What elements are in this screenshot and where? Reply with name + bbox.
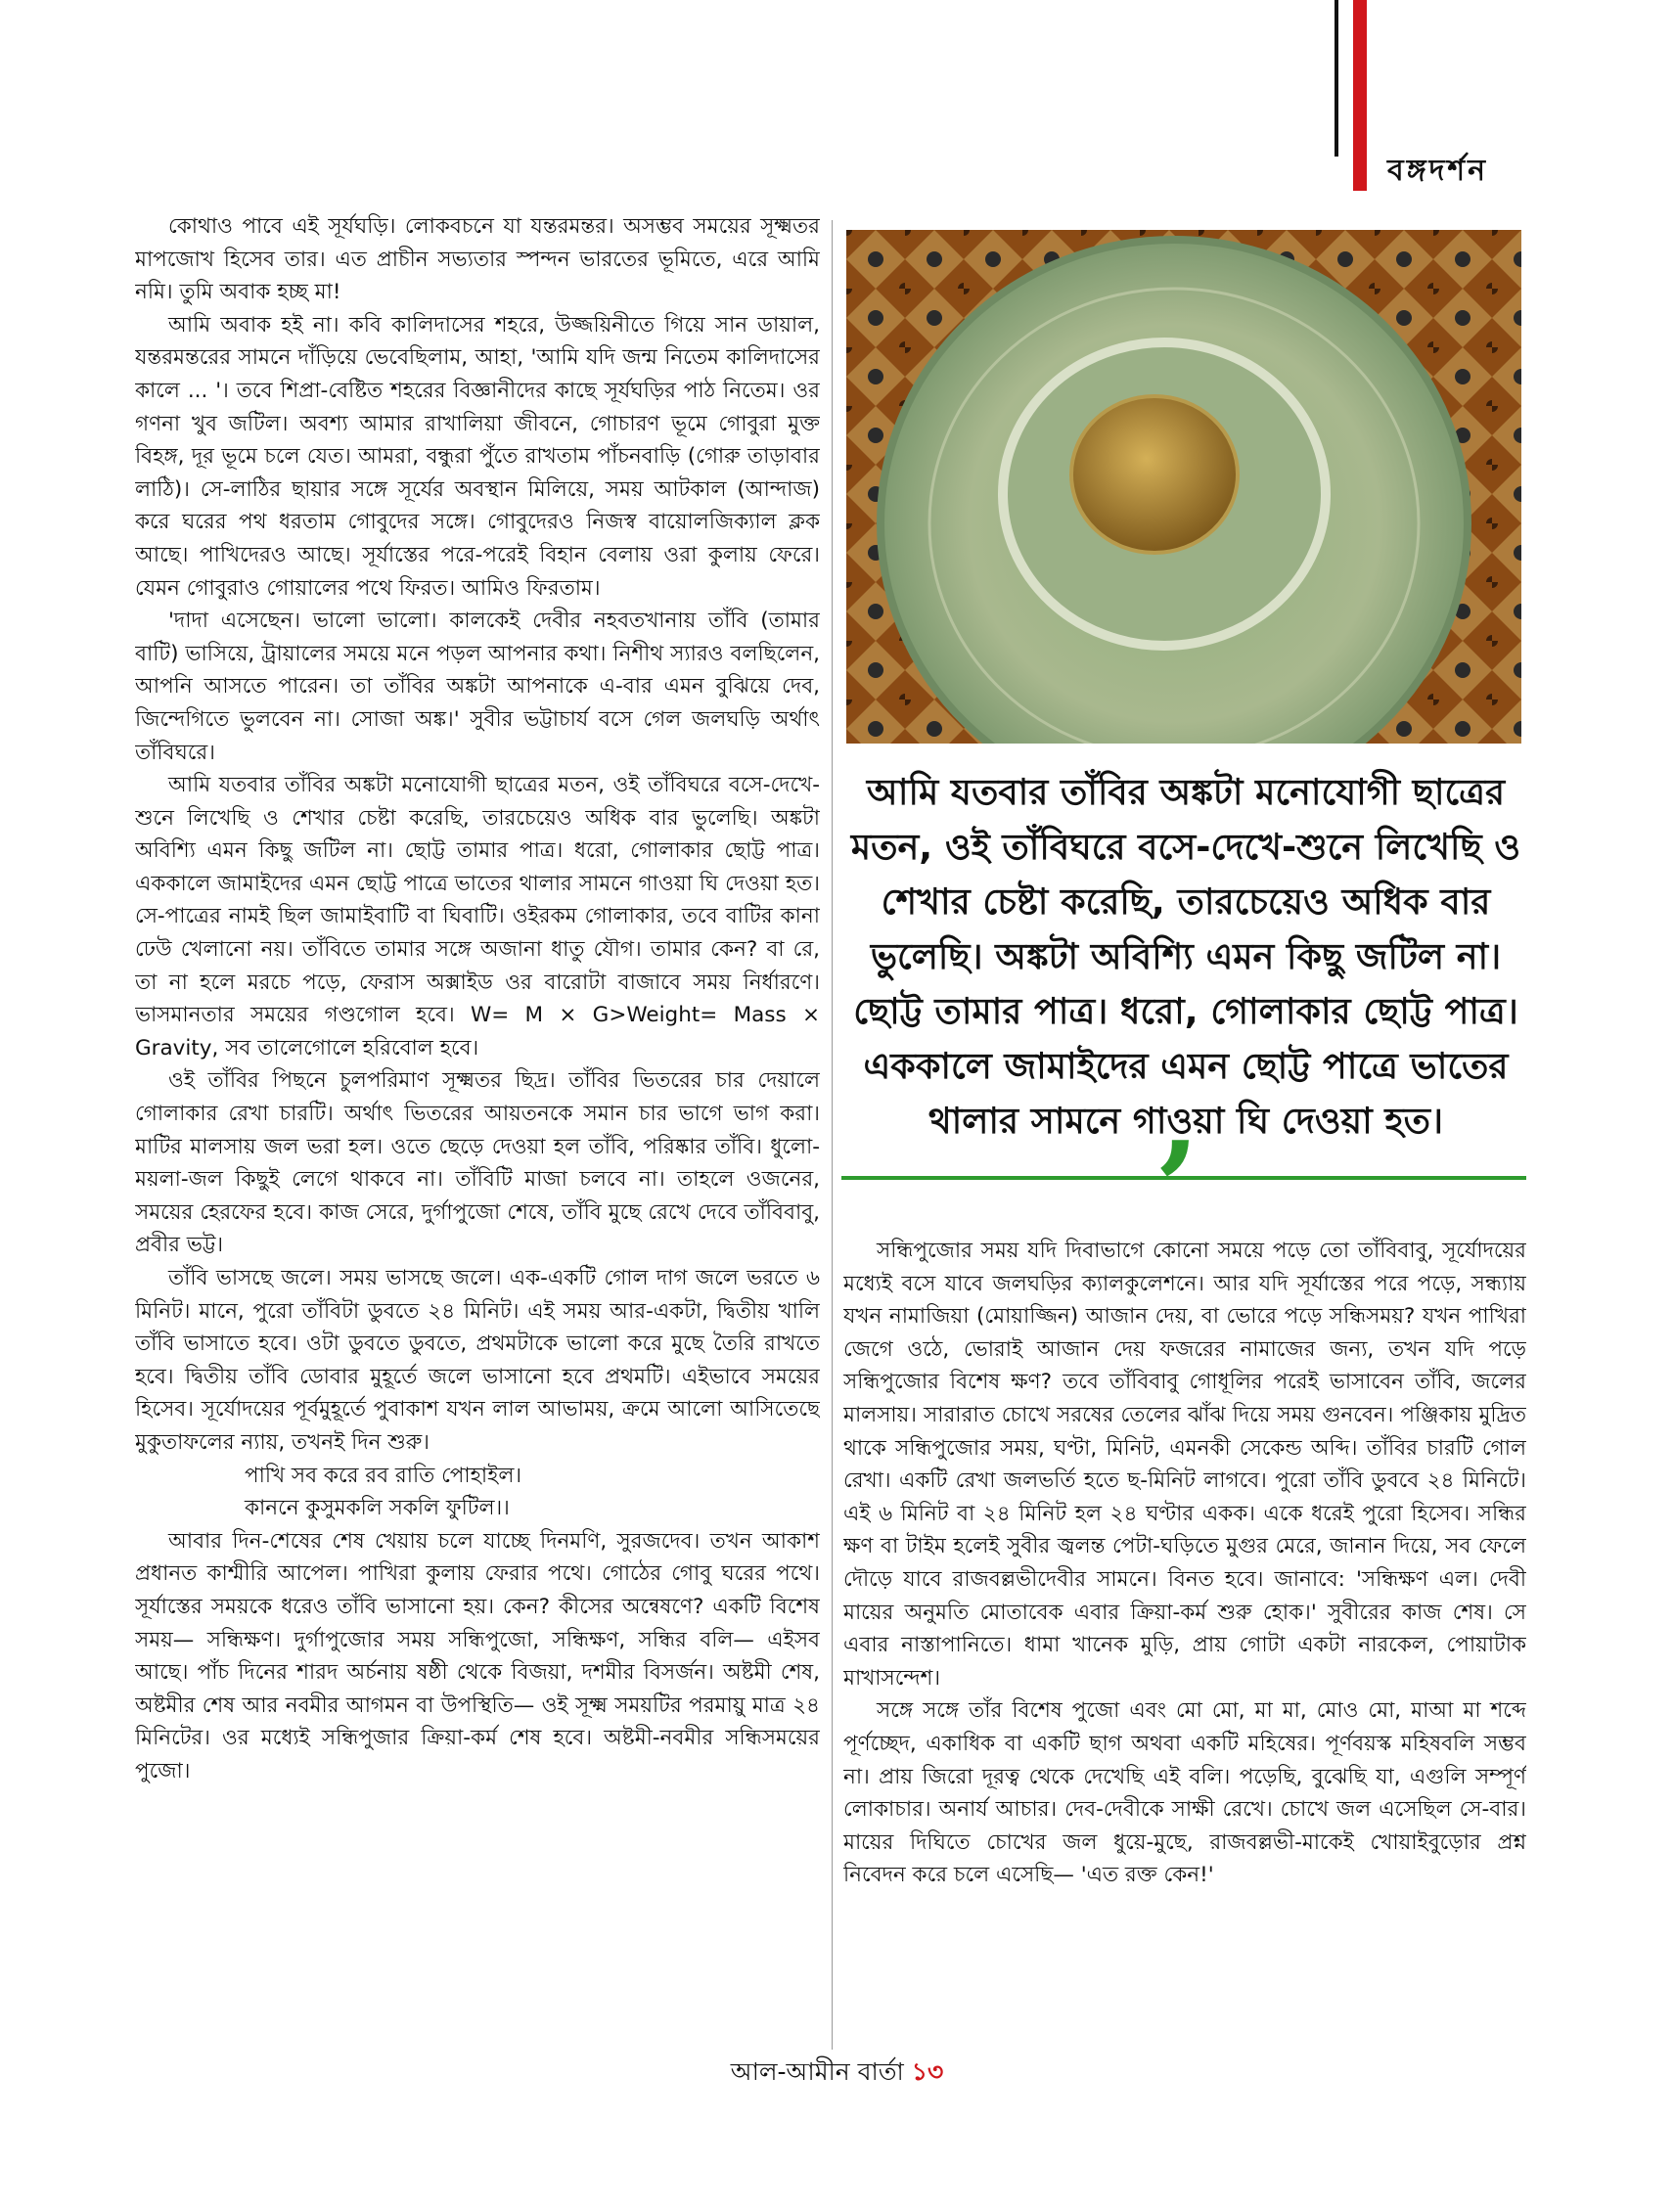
header-red-bar — [1353, 0, 1367, 191]
page-number: ১৩ — [911, 2057, 944, 2086]
paragraph: কোথাও পাবে এই সূর্যঘড়ি। লোকবচনে যা যন্তরমন্তর। অসম্ভব সময়ের সূক্ষ্মতর মাপজোখ হিসেব তার। এত প্রাচীন সভ্যতার স্পন্দন ভারতের ভূমিতে, এরে আমি নমি। তুমি অবাক হচ্ছ মা! — [135, 214, 820, 305]
paragraph: আবার দিন-শেষের শেষ খেয়ায় চলে যাচ্ছে দিনমণি, সুরজদেব। তখন আকাশ প্রধানত কাশ্মীরি আপেল। পাখিরা কুলায় ফেরার পথে। গোঠের গোবু ঘরের পথে। সূর্যাস্তের সময়কে ধরেও তাঁবি ভাসানো হয়। কেন? কীসের অন্বেষণে? একটি বিশেষ সময়— সন্ধিক্ষণ। দুর্গাপুজোর সময় সন্ধিপুজো, সন্ধিক্ষণ, সন্ধির বলি— এইসব আছে। পাঁচ দিনের শারদ অর্চনায় ষষ্ঠী থেকে বিজয়া, দশমীর বিসর্জন। অষ্টমী শেষ, অষ্টমীর শেষ আর নবমীর আগমন বা উপস্থিতি— ওই সূক্ষ্ম সময়টির পরমায়ু মাত্র ২৪ মিনিটের। ওর মধ্যেই সন্ধিপুজার ক্রিয়া-কর্ম শেষ হবে। অষ্টমী-নবমীর সন্ধিসময়ের পুজো। — [135, 1528, 820, 1783]
verse-line: কাননে কুসুমকলি সকলি ফুটিল।। — [245, 1496, 510, 1521]
paragraph: আমি অবাক হই না। কবি কালিদাসের শহরে, উজ্জয়িনীতে গিয়ে সান ডায়াল, যন্তরমন্তরের সামনে দাঁড়িয়ে ভেবেছিলাম, আহা, 'আমি যদি জন্ম নিতেম কালিদাসের কালে ... '। তবে শিপ্রা-বেষ্টিত শহরের বিজ্ঞানীদের কাছে সূর্যঘড়ির পাঠ নিতেম। ওর গণনা খুব জটিল। অবশ্য আমার রাখালিয়া জীবনে, গোচারণ ভূমে গোবুরা মুক্ত বিহঙ্গ, দূর ভূমে চলে যেত। আমরা, বন্ধুরা পুঁতে রাখতাম পাঁচনবাড়ি (গোরু তাড়াবার লাঠি)। সে-লাঠির ছায়ার সঙ্গে সূর্যের অবস্থান মিলিয়ে, সময় আটকাল (আন্দাজ) করে ঘরের পথ ধরতাম গোবুদের সঙ্গে। গোবুদেরও নিজস্ব বায়োলজিক্যাল ক্লক আছে। পাখিদেরও আছে। সূর্যাস্তের পরে-পরেই বিহান বেলায় ওরা কুলায় ফেরে। যেমন গোবুরাও গোয়ালের পথে ফিরত। আমিও ফিরতাম। — [135, 312, 820, 601]
copper-bowl-image — [846, 230, 1521, 744]
verse-line: পাখি সব করে রব রাতি পোহাইল। — [245, 1463, 522, 1488]
section-title: বঙ্গদর্শন — [1387, 154, 1489, 188]
copper-bowl-photo — [846, 230, 1521, 744]
magazine-name: আল-আমীন বার্তা — [730, 2057, 904, 2086]
paragraph: 'দাদা এসেছেন। ভালো ভালো। কালকেই দেবীর নহবতখানায় তাঁবি (তামার বাটি) ভাসিয়ে, ট্রায়ালের সময়ে মনে পড়ল আপনার কথা। নিশীথ স্যারও বলছিলেন, আপনি আসতে পারেন। তা তাঁবির অঙ্কটা আপনাকে এ-বার এমন বুঝিয়ে দেব, জিন্দেগিতে ভুলবেন না। সোজা অঙ্ক।' সুবীর ভট্টাচার্য বসে গেল জলঘড়ি অর্থাৎ তাঁবিঘরে। — [135, 609, 820, 765]
column-divider — [832, 220, 833, 2050]
right-column — [843, 1235, 1526, 2017]
pull-quote: আমি যতবার তাঁবির অঙ্কটা মনোযোগী ছাত্রের মতন, ওই তাঁবিঘরে বসে-দেখে-শুনে লিখেছি ও শেখার চেষ্টা করেছি, তারচেয়েও অধিক বার ভুলেছি। অঙ্কটা অবিশ্যি এমন কিছু জটিল না। ছোট্ট তামার পাত্র। ধরো, গোলাকার ছোট্ট পাত্র। এককালে জামাইদের এমন ছোট্ট পাত্রে ভাতের থালার সামনে গাওয়া ঘি দেওয়া হত। — [850, 771, 1521, 1142]
paragraph: সঙ্গে সঙ্গে তাঁর বিশেষ পুজো এবং মো মো, মা মা, মোও মো, মাআ মা শব্দে পূর্ণচ্ছেদ, একাধিক বা একটি ছাগ অথবা একটি মহিষের। পূর্ণবয়স্ক মহিষবলি সম্ভব না। প্রায় জিরো দূরত্ব থেকে দেখেছি এই বলি। পড়েছি, বুঝেছি যা, এগুলি সম্পূর্ণ লোকাচার। অনার্য আচার। দেব-দেবীকে সাক্ষী রেখে। চোখে জল এসেছিল সে-বার। মায়ের দিঘিতে চোখের জল ধুয়ে-মুছে, রাজবল্লভী-মাকেই খোয়াইবুড়োর প্রশ্ন নিবেদন করে চলে এসেছি— 'এত রক্ত কেন!' — [843, 1698, 1526, 1888]
page-footer — [0, 2053, 1674, 2095]
header-black-bar — [1335, 0, 1338, 157]
paragraph: ওই তাঁবির পিছনে চুলপরিমাণ সূক্ষ্মতর ছিদ্র। তাঁবির ভিতরের চার দেয়ালে গোলাকার রেখা চারটি। অর্থাৎ ভিতরের আয়তনকে সমান চার ভাগে ভাগ করা। মাটির মালসায় জল ভরা হল। ওতে ছেড়ে দেওয়া হল তাঁবি, পরিষ্কার তাঁবি। ধুলো-ময়লা-জল কিছুই লেগে থাকবে না। তাঁবিটি মাজা চলবে না। তাহলে ওজনের, সময়ের হেরফের হবে। কাজ সেরে, দুর্গাপুজো শেষে, তাঁবি মুছে রেখে দেবে তাঁবিবাবু, প্রবীর ভট্ট। — [135, 1068, 820, 1258]
paragraph: আমি যতবার তাঁবির অঙ্কটা মনোযোগী ছাত্রের মতন, ওই তাঁবিঘরে বসে-দেখে-শুনে লিখেছি ও শেখার চেষ্টা করেছি, তারচেয়েও অধিক বার ভুলেছি। অঙ্কটা অবিশ্যি এমন কিছু জটিল না। ছোট্ট তামার পাত্র। ধরো, গোলাকার ছোট্ট পাত্র। এককালে জামাইদের এমন ছোট্ট পাত্রে ভাতের থালার সামনে গাওয়া ঘি দেওয়া হত। সে-পাত্রের নামই ছিল জামাইবাটি বা ঘিবাটি। ওইরকম গোলাকার, তবে বাটির কানা ঢেউ খেলানো নয়। তাঁবিতে তামার সঙ্গে অজানা ধাতু যৌগ। তামার কেন? বা রে, তা না হলে মরচে পড়ে, ফেরাস অক্সাইড ওর বারোটা বাজাবে সময় নির্ধারণে। ভাসমানতার সময়ের গণ্ডগোল হবে। W= M × G>Weight= Mass × Gravity, সব তালেগোলে হরিবোল হবে। — [135, 773, 820, 1061]
quote-mark-icon: ’ — [1154, 1113, 1199, 1263]
left-column — [135, 210, 820, 2001]
paragraph: তাঁবি ভাসছে জলে। সময় ভাসছে জলে। এক-একটি গোল দাগ জলে ভরতে ৬ মিনিট। মানে, পুরো তাঁবিটা ডুবতে ২৪ মিনিট। এই সময় আর-একটা, দ্বিতীয় খালি তাঁবি ভাসাতে হবে। ওটা ডুবতে ডুবতে, প্রথমটাকে ভালো করে মুছে তৈরি রাখতে হবে। দ্বিতীয় তাঁবি ডোবার মুহূর্তে জলে ভাসানো হবে প্রথমটি। এইভাবে সময়ের হিসেব। সূর্যোদয়ের পূর্বমুহূর্তে পুবাকাশ যখন লাল আভাময়, ক্রমে আলো আসিতেছে মুকুতাফলের ন্যায়, তখনই দিন শুরু। — [135, 1266, 820, 1455]
paragraph: সন্ধিপুজোর সময় যদি দিবাভাগে কোনো সময়ে পড়ে তো তাঁবিবাবু, সূর্যোদয়ের মধ্যেই বসে যাবে জলঘড়ির ক্যালকুলেশনে। আর যদি সূর্যাস্তের পরে পড়ে, সন্ধ্যায় যখন নামাজিয়া (মোয়াজ্জিন) আজান দেয়, বা ভোরে পড়ে সন্ধিসময়? যখন পাখিরা জেগে ওঠে, ভোরাই আজান দেয় ফজরের নামাজের জন্য, তখন যদি পড়ে সন্ধিপুজোর বিশেষ ক্ষণ? তবে তাঁবিবাবু গোধূলির পরেই ভাসাবেন তাঁবি, জলের মালসায়। সারারাত চোখে সরষের তেলের ঝাঁঝ দিয়ে সময় গুনবেন। পঞ্জিকায় মুদ্রিত থাকে সন্ধিপুজোর সময়, ঘণ্টা, মিনিট, এমনকী সেকেন্ড অব্দি। তাঁবির চারটি গোল রেখা। একটি রেখা জলভর্তি হতে ছ-মিনিট লাগবে। পুরো তাঁবি ডুববে ২৪ মিনিটে। এই ৬ মিনিট বা ২৪ মিনিট হল ২৪ ঘণ্টার একক। একে ধরেই পুরো হিসেব। সন্ধির ক্ষণ বা টাইম হলেই সুবীর জ্বলন্ত পেটা-ঘড়িতে মুগুর মেরে, জানান দিয়ে, সব ফেলে দৌড়ে যাবে রাজবল্লভীদেবীর সামনে। বিনত হবে। জানাবে: 'সন্ধিক্ষণ এল। দেবী মায়ের অনুমতি মোতাবেক এবার ক্রিয়া-কর্ম শুরু হোক।' সুবীরের কাজ শেষ। সে এবার নাস্তাপানিতে। ধামা খানেক মুড়ি, প্রায় গোটা একটা নারকেল, পোয়াটাক মাখাসন্দেশ। — [843, 1239, 1526, 1691]
